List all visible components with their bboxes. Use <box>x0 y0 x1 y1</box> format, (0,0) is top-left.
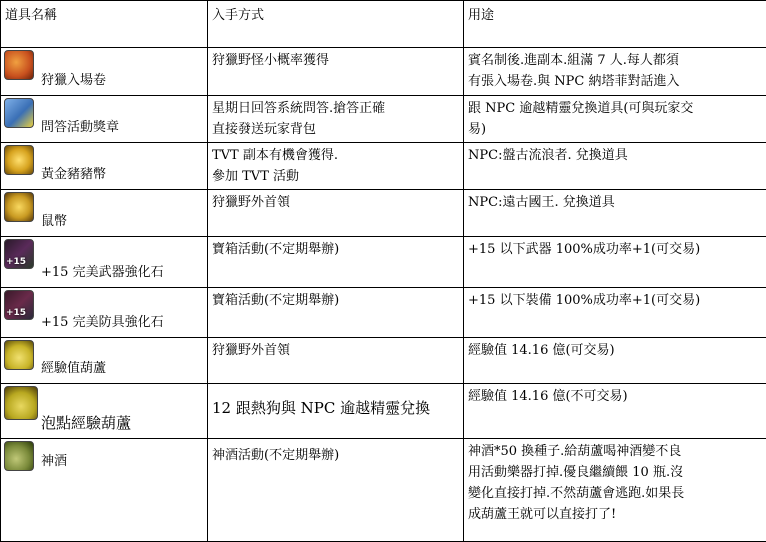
item-source <box>208 237 464 288</box>
item-source <box>208 338 464 384</box>
item-usage <box>464 48 766 96</box>
item-usage <box>464 338 766 384</box>
item-name: 經驗值葫蘆 <box>41 361 107 376</box>
item-name: 泡點經驗葫蘆 <box>41 414 132 432</box>
item-source <box>208 288 464 338</box>
item-usage-line: 神酒*50 換種子.給葫蘆喝神酒變不良 <box>468 444 682 459</box>
item-usage <box>464 96 766 143</box>
header-item-name: 道具名稱 <box>1 1 208 48</box>
item-usage <box>464 384 766 439</box>
item-usage <box>464 439 766 542</box>
gold-coin-icon <box>4 145 34 175</box>
table-row <box>1 143 766 190</box>
item-name: 神酒 <box>41 454 68 469</box>
item-source-line: 直接發送玩家背包 <box>212 122 317 137</box>
item-source-line: 參加 TVT 活動 <box>212 169 299 184</box>
table-row <box>1 48 766 96</box>
item-name: +15 完美防具強化石 <box>41 315 164 330</box>
item-usage-line: NPC:遠古國王. 兌換道具 <box>468 195 615 210</box>
item-source <box>208 190 464 237</box>
coin-icon <box>4 192 34 222</box>
table-header-row <box>1 1 766 48</box>
item-source-line: TVT 副本有機會獲得. <box>212 148 338 163</box>
table-row <box>1 384 766 439</box>
item-source <box>208 96 464 143</box>
icon-badge: +15 <box>6 308 27 318</box>
icon-badge: +15 <box>6 257 27 267</box>
item-name: +15 完美武器強化石 <box>41 265 164 280</box>
gourd-icon <box>4 340 34 370</box>
item-usage-line: 用活動樂器打掉.優良繼續餵 10 瓶.沒 <box>468 465 684 480</box>
item-source <box>208 384 464 439</box>
table-row <box>1 338 766 384</box>
item-source-line: 星期日回答系統問答.搶答正確 <box>212 101 386 116</box>
table-row <box>1 439 766 542</box>
item-source-line: 狩獵野外首領 <box>212 343 291 358</box>
item-usage-line: +15 以下裝備 100%成功率+1(可交易) <box>468 293 701 308</box>
table-row <box>1 96 766 143</box>
wine-gourd-icon <box>4 441 34 471</box>
item-name-cell <box>1 237 208 288</box>
item-usage-line: 賓名制後.進副本.組滿 7 人.每人都須 <box>468 53 679 68</box>
item-source-line: 狩獵野怪小概率獲得 <box>212 53 330 68</box>
item-name-cell <box>1 338 208 384</box>
item-source <box>208 48 464 96</box>
item-usage-line: 易) <box>468 122 487 137</box>
table-row <box>1 190 766 237</box>
item-source-line: 寶箱活動(不定期舉辦) <box>212 293 340 308</box>
item-usage-line: 跟 NPC 逾越精靈兌換道具(可與玩家交 <box>468 101 694 116</box>
gourd-icon <box>4 386 38 420</box>
weapon-stone-icon <box>4 239 34 269</box>
item-usage-line: 經驗值 14.16 億(不可交易) <box>468 389 628 404</box>
item-usage-line: 成葫蘆王就可以直接打了! <box>468 507 617 522</box>
item-usage-line: NPC:盤古流浪者. 兌換道具 <box>468 148 628 163</box>
item-name-cell <box>1 439 208 542</box>
armor-stone-icon <box>4 290 34 320</box>
item-name-cell <box>1 48 208 96</box>
item-usage <box>464 237 766 288</box>
item-source-line: 寶箱活動(不定期舉辦) <box>212 242 340 257</box>
item-name-cell <box>1 288 208 338</box>
item-name: 狩獵入場卷 <box>41 73 107 88</box>
item-source <box>208 439 464 542</box>
item-name-cell <box>1 190 208 237</box>
item-name-cell <box>1 384 208 439</box>
table-row <box>1 288 766 338</box>
item-name: 問答活動獎章 <box>41 120 120 135</box>
medal-icon <box>4 98 34 128</box>
item-source <box>208 143 464 190</box>
item-name-cell <box>1 96 208 143</box>
item-source-line: 神酒活動(不定期舉辦) <box>212 448 340 463</box>
item-usage <box>464 190 766 237</box>
item-usage-line: 經驗值 14.16 億(可交易) <box>468 343 615 358</box>
table-row <box>1 237 766 288</box>
item-name: 鼠幣 <box>41 214 68 229</box>
scroll-icon <box>4 50 34 80</box>
item-usage-line: 變化直接打掉.不然葫蘆會逃跑.如果長 <box>468 486 685 501</box>
item-usage-line: +15 以下武器 100%成功率+1(可交易) <box>468 242 701 257</box>
item-usage <box>464 288 766 338</box>
header-usage: 用途 <box>464 1 766 48</box>
header-source: 入手方式 <box>208 1 464 48</box>
item-name-cell <box>1 143 208 190</box>
item-name: 黃金豬豬幣 <box>41 167 107 182</box>
item-source-line: 狩獵野外首領 <box>212 195 291 210</box>
item-usage-line: 有張入場卷.與 NPC 納塔菲對話進入 <box>468 74 680 89</box>
item-usage <box>464 143 766 190</box>
item-source-line: 12 跟熱狗與 NPC 逾越精靈兌換 <box>212 399 431 417</box>
